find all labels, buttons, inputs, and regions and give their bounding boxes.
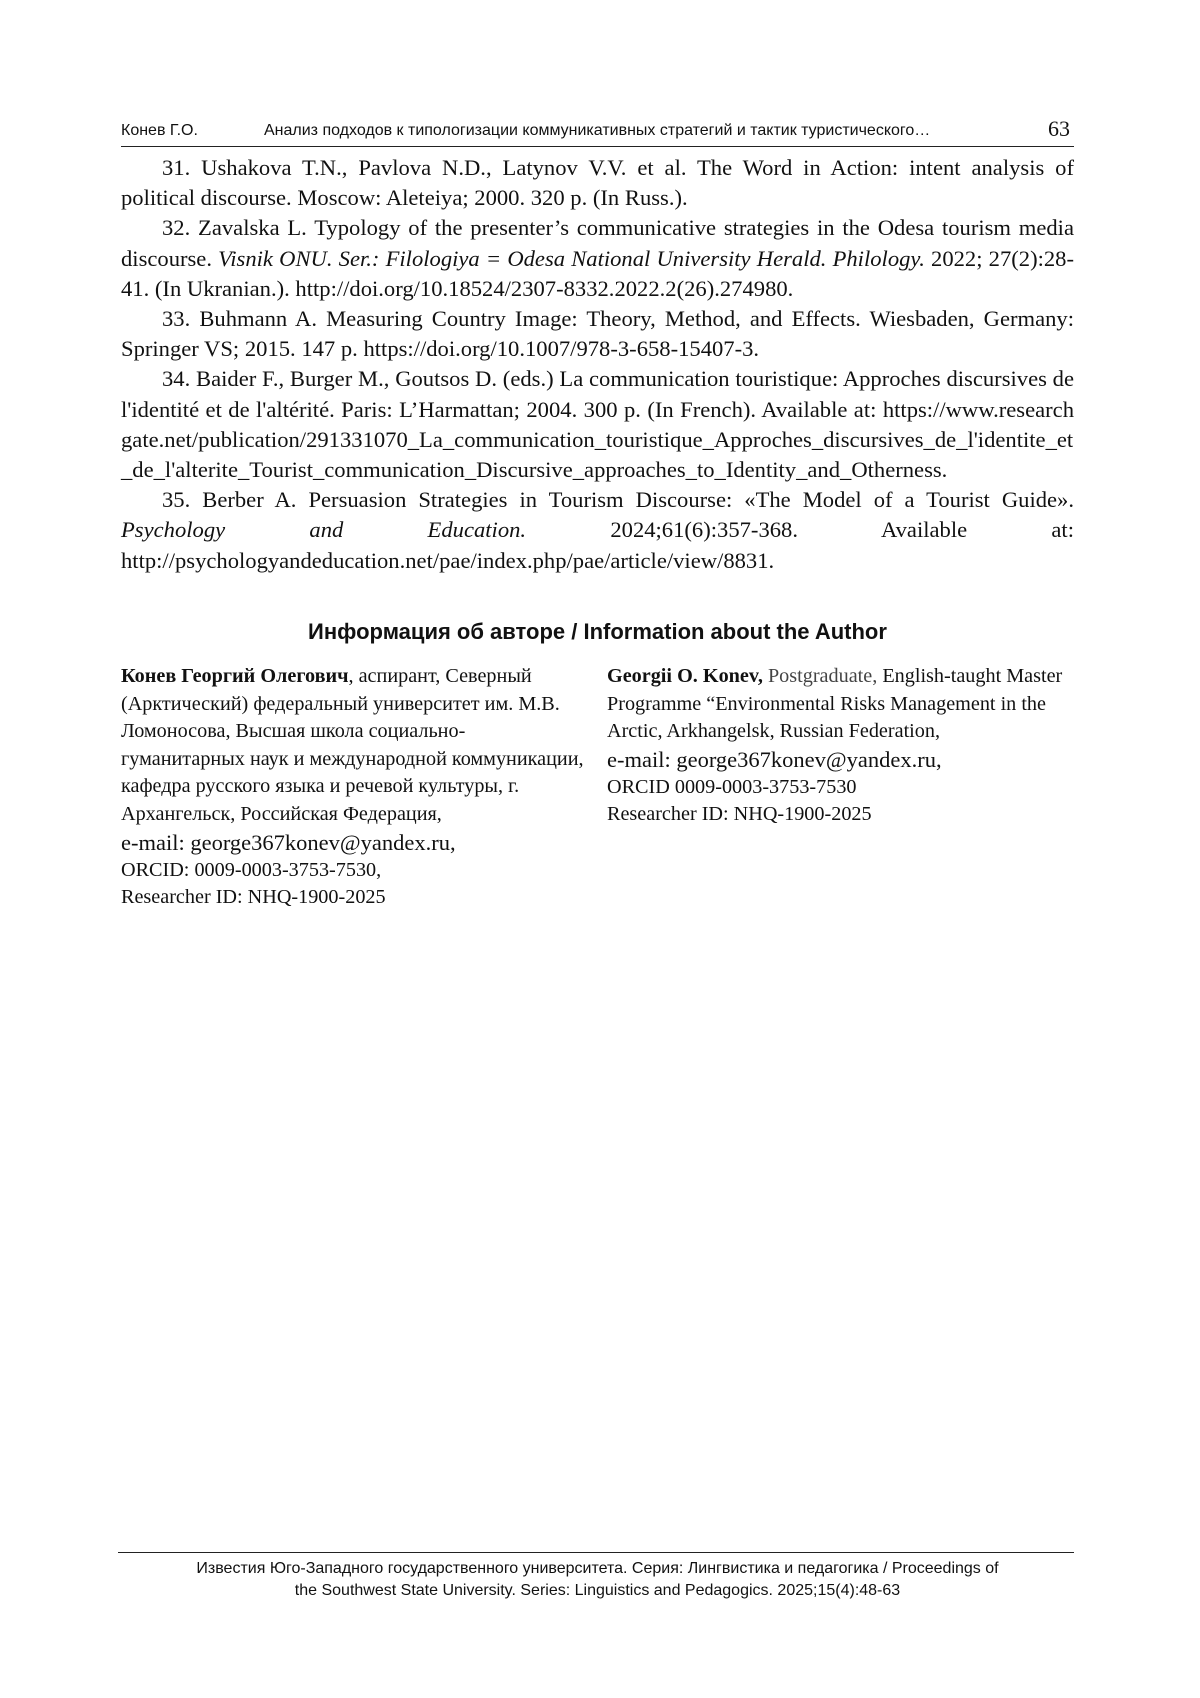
author-name-ru: Конев Георгий Олегович xyxy=(121,665,349,687)
header-author: Конев Г.О. xyxy=(121,122,198,139)
page-number: 63 xyxy=(1048,116,1070,141)
reference-33 xyxy=(121,304,1074,364)
reference-number: 33. xyxy=(162,306,191,332)
reference-details: 2022; 27(2):28-41. (In Ukranian.). http://doi.org/10.18524/2307-8332.2022.2(26).274980. xyxy=(121,245,1074,301)
author-description-en: English-taught Master Programme “Environmental Risks Management in the Arctic, Arkhangelsk, Russian Federation, xyxy=(607,665,1063,743)
author-orcid-ru: ORCID: 0009-0003-3753-7530, xyxy=(121,858,382,881)
running-header xyxy=(121,116,1074,147)
author-info-heading: Информация об авторе / Information about the Author xyxy=(308,619,887,644)
reference-number: 34. xyxy=(162,366,191,392)
reference-number: 31. xyxy=(162,155,191,180)
author-email-en[interactable]: e-mail: george367konev@yandex.ru, xyxy=(607,746,942,772)
reference-text: Ushakova T.N., Pavlova N.D., Latynov V.V. et al. The Word in Action: intent analysis of political discourse. Moscow: Aleteiya; 2000. 320 p. (In Russ.). xyxy=(121,155,1074,211)
reference-text: Buhmann A. Measuring Country Image: Theory, Method, and Effects. Wiesbaden, Germany: Springer VS; 2015. 147 p. https://doi.org/10.1007/978-3-658-15407-3. xyxy=(121,306,1074,362)
author-affiliation-ru xyxy=(121,663,589,829)
author-email-ru[interactable]: e-mail: george367konev@yandex.ru, xyxy=(121,829,456,855)
footer-line-2: the Southwest State University. Series: Linguistics and Pedagogics. 2025;15(4):48-63 xyxy=(294,1582,901,1599)
header-article-title: Анализ подходов к типологизации коммуникативных стратегий и тактик туристического… xyxy=(264,122,931,139)
reference-number: 35. xyxy=(162,487,191,513)
author-info-english xyxy=(607,663,1077,829)
author-affiliation-en xyxy=(607,663,1077,746)
reference-list xyxy=(121,153,1074,576)
reference-35 xyxy=(121,485,1074,576)
reference-32 xyxy=(121,213,1074,304)
author-orcid-en: ORCID 0009-0003-3753-7530 xyxy=(607,775,857,798)
author-researcher-id-ru: Researcher ID: NHQ-1900-2025 xyxy=(121,886,386,909)
author-name-en: Georgii O. Konev, xyxy=(607,665,763,687)
reference-31 xyxy=(121,153,1074,213)
author-position-en: Postgraduate, xyxy=(767,665,878,687)
reference-journal: Visnik ONU. Ser.: Filologiya = Odesa National University Herald. Philology. xyxy=(218,245,925,271)
reference-journal: Psychology and Education. xyxy=(121,517,527,543)
reference-details: 2024;61(6):357-368. Available at: http://psychologyandeducation.net/pae/index.php/pae/article/view/8831. xyxy=(121,517,1074,573)
author-description-ru: , аспирант, Северный (Арктический) федеральный университет им. М.В. Ломоносова, Высшая школа социально-гуманитарных наук и международной коммуникации, кафедра русского языка и речевой культуры, г. Архангельск, Российская Федерация, xyxy=(121,665,584,825)
footer-divider xyxy=(118,1552,1074,1553)
reference-text: Baider F., Burger M., Goutsos D. (eds.) La communication touristique: Approches discursives de l'identité et de l'altérité. Paris: L’Harmattan; 2004. 300 p. (In French). Available at: xyxy=(121,366,1074,422)
reference-text: Berber A. Persuasion Strategies in Tourism Discourse: «The Model of a Tourist Guide». xyxy=(202,487,1074,513)
footer-line-1: Известия Юго-Западного государственного университета. Серия: Лингвистика и педагогика / Proceedings of xyxy=(196,1560,999,1577)
author-info-russian xyxy=(121,663,589,912)
author-researcher-id-en: Researcher ID: NHQ-1900-2025 xyxy=(607,803,872,826)
journal-footer xyxy=(121,1558,1074,1602)
reference-34 xyxy=(121,364,1074,485)
reference-number: 32. xyxy=(162,215,191,241)
reference-text: Zavalska L. Typology of the presenter’s communicative strategies in the Odesa tourism media discourse. xyxy=(121,215,1074,271)
reference-url[interactable]: https://www.researchgate.net/publication/291331070_La_communication_touristique_Approches_discursives_de_l'identite_et_de_l'alterite_Tourist_communication_Discursive_approaches_to_Identity_and_Otherness. xyxy=(121,396,1074,483)
